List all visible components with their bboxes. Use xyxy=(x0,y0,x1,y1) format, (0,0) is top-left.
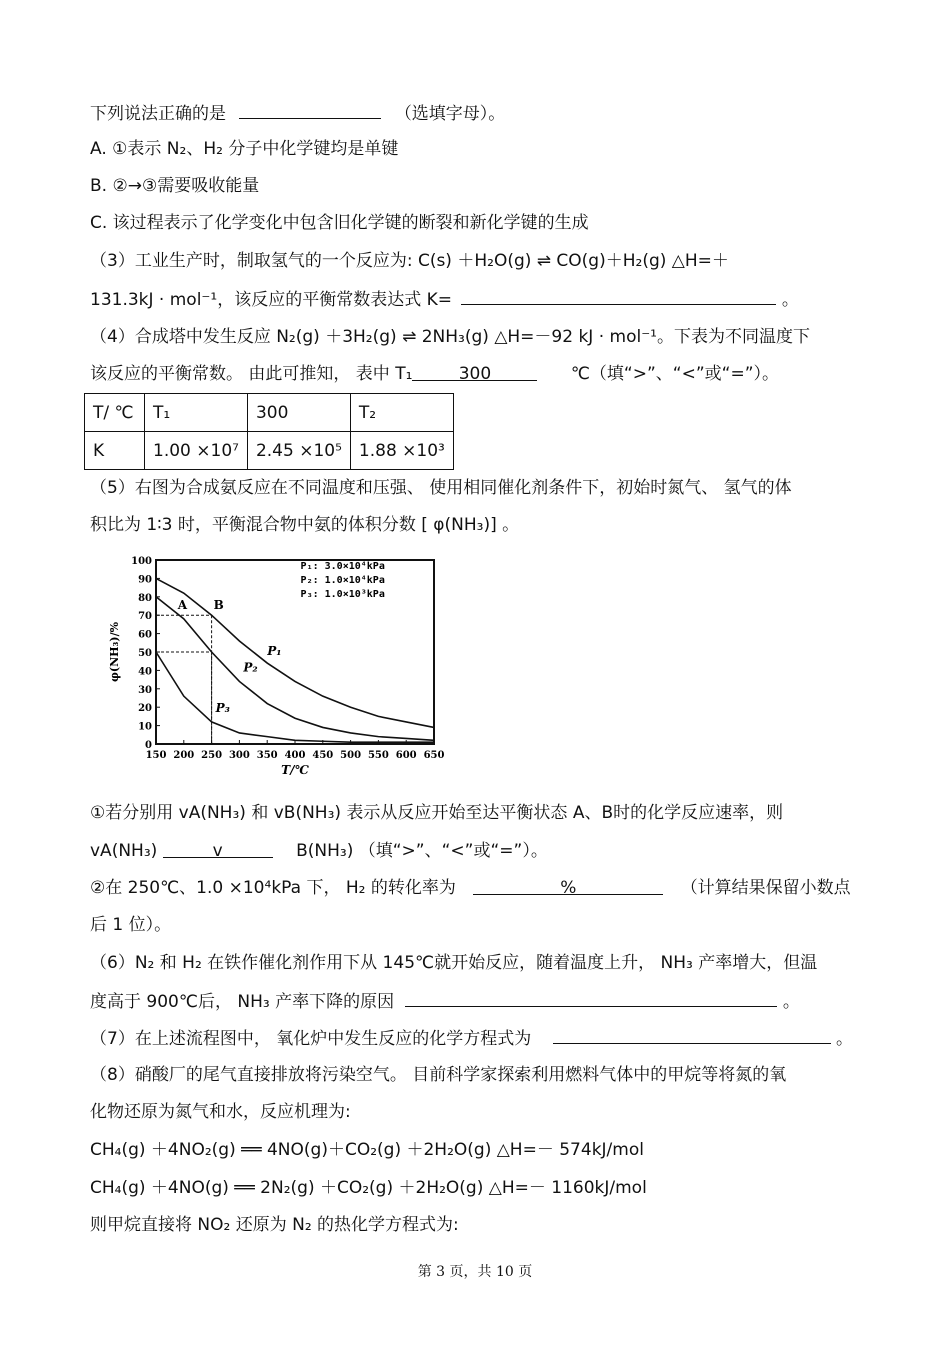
q8-line1: （8）硝酸厂的尾气直接排放将污染空气。 目前科学家探索利用燃料气体中的甲烷等将氮的氧 xyxy=(90,1065,787,1085)
x-tick-label: 400 xyxy=(284,750,306,761)
point-label: A xyxy=(177,598,188,613)
table-cell: T/ ℃ xyxy=(85,394,145,432)
option-b: B. ②→③需要吸收能量 xyxy=(90,176,260,196)
table-cell: K xyxy=(85,432,145,470)
option-a: A. ①表示 N₂、H₂ 分子中化学键均是单键 xyxy=(90,139,399,159)
y-tick-label: 60 xyxy=(138,629,152,641)
y-tick-label: 30 xyxy=(138,684,152,696)
q3-line1: （3）工业生产时，制取氢气的一个反应为: C(s) ＋H₂O(g) ⇌ CO(g)＋H₂(g) △H=＋ xyxy=(90,251,729,271)
y-axis-label: φ(NH₃)/% xyxy=(108,621,121,683)
q5-sub2-line2: 后 1 位）。 xyxy=(90,915,172,935)
series-line-1 xyxy=(156,578,434,727)
q5-sub1-line1: ①若分别用 vA(NH₃) 和 vB(NH₃) 表示从反应开始至达平衡状态 A、B时的化学反应速率，则 xyxy=(90,803,784,823)
x-tick-label: 200 xyxy=(173,750,195,761)
reason-blank[interactable] xyxy=(405,988,777,1007)
y-tick-label: 20 xyxy=(138,703,152,715)
legend-entry: P₂: 1.0×10⁴kPa xyxy=(300,575,385,587)
q8-eq1: CH₄(g) ＋4NO₂(g) ══ 4NO(g)＋CO₂(g) ＋2H₂O(g) △H=－ 574kJ/mol xyxy=(90,1140,644,1160)
q8-line3: 则甲烷直接将 NO₂ 还原为 N₂ 的热化学方程式为: xyxy=(90,1215,459,1235)
t1-compare-blank[interactable]: 300 xyxy=(412,362,537,381)
chart-svg xyxy=(100,548,460,788)
x-tick-label: 600 xyxy=(395,750,417,761)
equation-blank[interactable] xyxy=(553,1025,831,1044)
q4-line2: 该反应的平衡常数。 由此可推知， 表中 T₁ 300 ℃（填“>”、“<”或“=”）。 xyxy=(90,364,779,384)
table-row xyxy=(85,432,454,470)
q4-line1: （4）合成塔中发生反应 N₂(g) ＋3H₂(g) ⇌ 2NH₃(g) △H=－92 kJ · mol⁻¹。下表为不同温度下 xyxy=(90,327,811,347)
table-row xyxy=(85,394,454,432)
option-c: C. 该过程表示了化学变化中包含旧化学键的断裂和新化学键的生成 xyxy=(90,213,589,233)
q6-line2: 度高于 900℃后， NH₃ 产率下降的原因 。 xyxy=(90,988,800,1014)
y-tick-label: 70 xyxy=(138,611,152,623)
k-table xyxy=(84,393,454,470)
answer-blank[interactable] xyxy=(239,100,381,119)
x-tick-label: 250 xyxy=(201,750,223,761)
q8-eq2: CH₄(g) ＋4NO(g) ══ 2N₂(g) ＋CO₂(g) ＋2H₂O(g) △H=－ 1160kJ/mol xyxy=(90,1178,647,1198)
y-tick-label: 50 xyxy=(138,648,152,659)
y-tick-label: 100 xyxy=(131,556,152,567)
y-tick-label: 40 xyxy=(138,666,152,678)
rate-compare-blank[interactable]: v xyxy=(163,839,273,858)
table-cell: T₂ xyxy=(350,394,453,432)
question-intro: 下列说法正确的是 （选填字母）。 xyxy=(90,100,505,126)
x-tick-label: 500 xyxy=(340,750,362,761)
q6-line1: （6）N₂ 和 H₂ 在铁作催化剂作用下从 145℃就开始反应，随着温度上升， NH₃ 产率增大，但温 xyxy=(90,953,818,973)
x-axis-label: T/℃ xyxy=(281,763,309,777)
point-label: B xyxy=(213,598,224,613)
table-cell: 300 xyxy=(247,394,350,432)
x-tick-label: 350 xyxy=(256,750,278,761)
x-tick-label: 550 xyxy=(367,750,389,761)
q8-line2: 化物还原为氮气和水，反应机理为: xyxy=(90,1102,351,1122)
series-label-3: P₃ xyxy=(215,700,230,715)
page-footer: 第 3 页，共 10 页 xyxy=(417,1264,533,1280)
table-cell: 1.00 ×10⁷ xyxy=(145,432,248,470)
q5-line1: （5）右图为合成氨反应在不同温度和压强、 使用相同催化剂条件下，初始时氮气、 氢气的体 xyxy=(90,478,792,498)
y-tick-label: 90 xyxy=(138,574,152,586)
series-label-2: P₂ xyxy=(243,660,258,675)
y-tick-label: 0 xyxy=(145,740,152,751)
q5-line2: 积比为 1∶3 时，平衡混合物中氨的体积分数 [ φ(NH₃)] 。 xyxy=(90,515,520,535)
series-line-3 xyxy=(156,652,434,742)
q5-sub1-line2: vA(NH₃) v B(NH₃) （填“>”、“<”或“=”）。 xyxy=(90,841,548,861)
x-tick-label: 300 xyxy=(228,750,250,761)
q5-sub2-line1: ②在 250℃、1.0 ×10⁴kPa 下， H₂ 的转化率为 % （计算结果保留小数点 xyxy=(90,878,851,898)
x-tick-label: 650 xyxy=(423,750,445,761)
x-tick-label: 150 xyxy=(145,750,167,761)
series-label-1: P₁ xyxy=(267,644,282,659)
q7-line: （7）在上述流程图中， 氧化炉中发生反应的化学方程式为 。 xyxy=(90,1025,853,1051)
table-cell: 2.45 ×10⁵ xyxy=(247,432,350,470)
q3-line2: 131.3kJ · mol⁻¹，该反应的平衡常数表达式 K= 。 xyxy=(90,286,799,312)
x-tick-label: 450 xyxy=(312,750,334,761)
ammonia-chart xyxy=(100,548,460,788)
table-cell: 1.88 ×10³ xyxy=(350,432,453,470)
table-cell: T₁ xyxy=(145,394,248,432)
legend-entry: P₁: 3.0×10⁴kPa xyxy=(300,561,385,573)
y-tick-label: 80 xyxy=(138,592,152,604)
legend-entry: P₃: 1.0×10³kPa xyxy=(300,589,385,601)
k-expression-blank[interactable] xyxy=(461,286,776,305)
y-tick-label: 10 xyxy=(138,721,152,733)
conversion-blank[interactable]: % xyxy=(473,876,663,895)
